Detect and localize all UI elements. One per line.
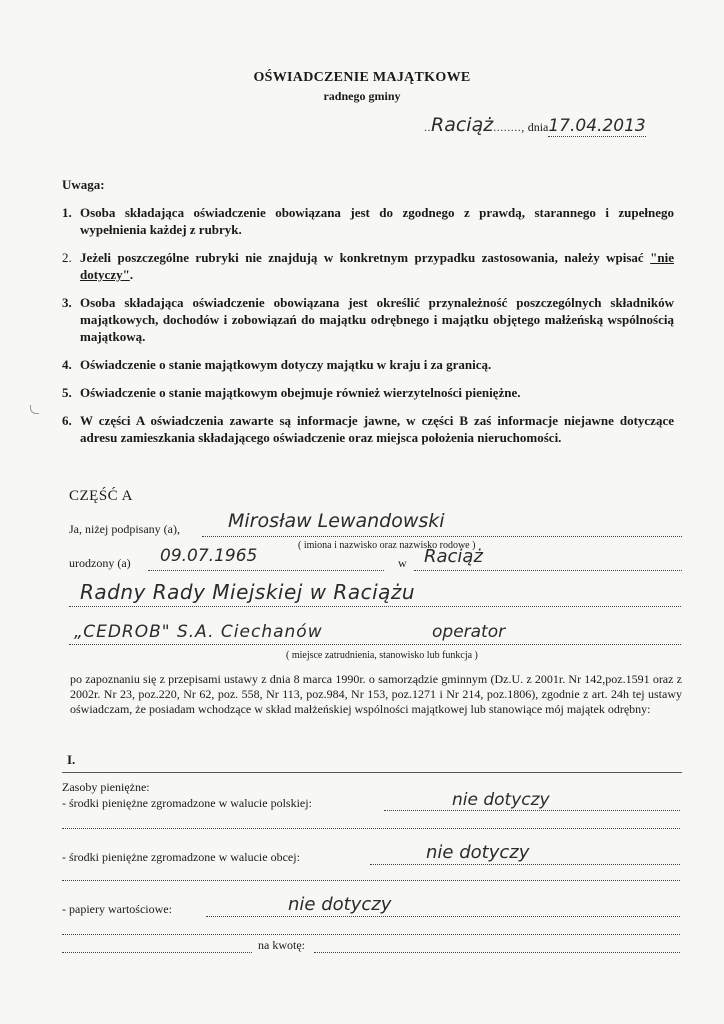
- place-value: Raciąż: [431, 114, 494, 136]
- statement-paragraph: po zapoznaniu się z przepisami ustawy z dnia 8 marca 1990r. o samorządzie gminnym (Dz.U. z 2001r. Nr 142,poz.1591 oraz z 2002r. Nr 23, poz.220, Nr 62, poz. 558, Nr 113, poz.984, Nr 153, poz.1271 i Nr 214, poz.1806), zgodnie z art. 24h tej ustawy oświadczam, że posiadam wchodzące w skład małżeńskiej wspólności majątkowej lub stanowiące mój majątek odrębny:: [70, 672, 682, 716]
- foreign-label: - środki pieniężne zgromadzone w walucie obcej:: [62, 850, 300, 864]
- list-item: 3. Osoba składająca oświadczenie obowiązana jest określić przynależność poszczególnych składników majątkowych, dochodów i zobowiązań do majątku odrębnego i majątku objętego małżeńską wspólnością majątkową.: [62, 295, 674, 344]
- name-caption: ( imiona i nazwisko oraz nazwisko rodowe ): [298, 540, 476, 551]
- pln-dotted-line: [384, 810, 680, 811]
- born-in-label: w: [398, 556, 407, 570]
- pln-value: nie dotyczy: [452, 790, 550, 810]
- section-divider: [62, 772, 682, 773]
- birth-date: 09.07.1965: [160, 546, 258, 566]
- employer-value: „CEDROB" S.A. Ciechanów: [74, 622, 323, 642]
- list-item: 4. Oświadczenie o stanie majątkowym dotyczy majątku w kraju i za granicą.: [62, 357, 492, 372]
- foreign-value: nie dotyczy: [426, 842, 530, 863]
- securities-value: nie dotyczy: [288, 894, 392, 915]
- role-value: Radny Rady Miejskiej w Raciążu: [80, 580, 416, 604]
- section-1-heading: I.: [67, 752, 76, 767]
- signatory-label: Ja, niżej podpisany (a),: [69, 522, 180, 536]
- amount-label: na kwotę:: [258, 938, 305, 952]
- amount-value-dotted-line: [314, 952, 680, 953]
- securities-label: - papiery wartościowe:: [62, 902, 172, 916]
- born-label: urodzony (a): [69, 556, 131, 570]
- birth-place-dotted-line: [414, 570, 682, 571]
- document-subtitle: radnego gminy: [323, 89, 401, 103]
- foreign-dotted-line: [370, 864, 680, 865]
- birth-place: Raciąż: [424, 546, 483, 567]
- name-dotted-line: [202, 536, 682, 537]
- date-value: 17.04.2013: [548, 116, 646, 136]
- blank-dotted-line: [62, 880, 680, 881]
- role-dotted-line: [69, 606, 681, 607]
- list-item: 5. Oświadczenie o stanie majątkowym obejmuje również wierzytelności pieniężne.: [62, 385, 521, 400]
- securities-dotted-line: [206, 916, 680, 917]
- blank-dotted-line: [62, 934, 680, 935]
- pln-label: - środki pieniężne zgromadzone w walucie polskiej:: [62, 796, 312, 810]
- amount-dotted-line: [62, 952, 252, 953]
- employer-dotted-line: [69, 644, 681, 645]
- place-date-line: ..Raciąż........, dnia17.04.2013: [424, 114, 646, 136]
- blank-dotted-line: [62, 828, 680, 829]
- margin-mark: [30, 405, 39, 414]
- list-item: 2. Jeżeli poszczególne rubryki nie znajdują w konkretnym przypadku zastosowania, należy wpisać "nie dotyczy".: [62, 250, 674, 282]
- document-title: OŚWIADCZENIE MAJĄTKOWE: [253, 70, 471, 85]
- employer-caption: ( miejsce zatrudnienia, stanowisko lub funkcja ): [286, 650, 478, 661]
- date-label: dnia: [527, 120, 549, 134]
- resources-label: Zasoby pieniężne:: [62, 780, 150, 794]
- birth-date-dotted-line: [148, 570, 384, 571]
- signatory-name: Mirosław Lewandowski: [228, 510, 445, 532]
- notes-list: [62, 204, 674, 457]
- part-a-heading: CZĘŚĆ A: [69, 488, 133, 504]
- position-value: operator: [432, 622, 506, 642]
- list-item: 6. W części A oświadczenia zawarte są informacje jawne, w części B zaś informacje niejawne dotyczące adresu zamieszkania składającego oświadczenie oraz miejsca położenia nieruchomości.: [62, 413, 674, 445]
- list-item: 1. Osoba składająca oświadczenie obowiązana jest do zgodnego z prawdą, starannego i zupełnego wypełnienia każdej z rubryk.: [62, 205, 674, 237]
- notes-heading: Uwaga:: [62, 177, 105, 192]
